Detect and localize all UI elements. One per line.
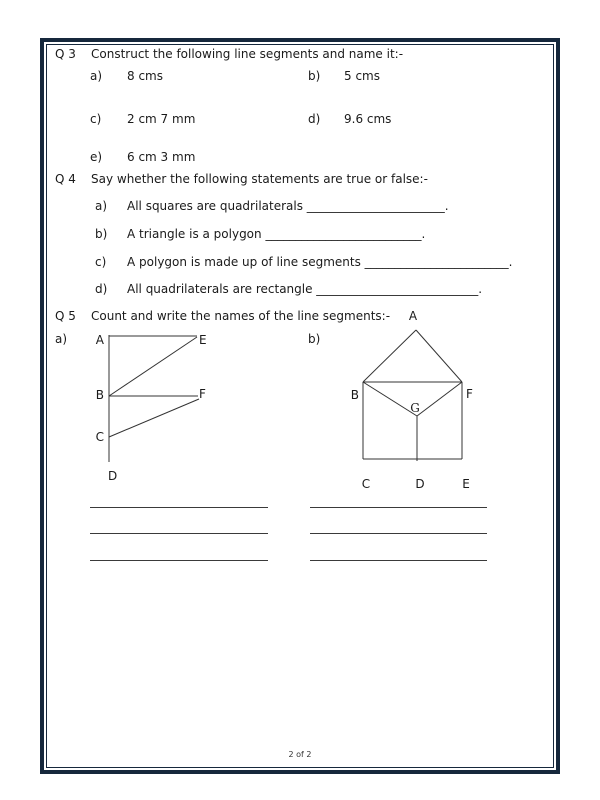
q5-heading: Count and write the names of the line segments:- (91, 309, 391, 323)
vertex-label-d: D (415, 477, 425, 491)
roof-segment-AF (416, 330, 462, 382)
q3-item-d-text: 9.6 cms (344, 112, 392, 126)
answer-line-a1 (90, 507, 268, 508)
q3-item-a-text: 8 cms (127, 69, 163, 83)
q4-heading: Say whether the following statements are true or false:- (91, 172, 428, 186)
vertex-label-d: D (108, 469, 118, 483)
q3-heading: Construct the following line segments and name it:- (91, 47, 404, 61)
vertex-label-c: C (361, 477, 371, 491)
q3-item-a-label: a) (90, 69, 103, 83)
q4-item-b-label: b) (95, 227, 108, 241)
q4-number: Q 4 (55, 172, 76, 186)
flap-segment-BG (363, 382, 417, 416)
vertex-label-a: A (95, 333, 104, 347)
q3-number: Q 3 (55, 47, 76, 61)
vertex-label-b: B (95, 388, 104, 402)
q4-item-d-label: d) (95, 282, 108, 296)
q5-figure-a-label: a) (55, 332, 68, 346)
vertex-label-a: A (408, 309, 418, 323)
segment-CF (109, 399, 199, 437)
q4-item-a-label: a) (95, 199, 108, 213)
page-number: 2 of 2 (288, 750, 312, 759)
answer-line-b2 (310, 533, 487, 534)
q3-item-c-text: 2 cm 7 mm (127, 112, 196, 126)
q3-item-d-label: d) (308, 112, 321, 126)
answer-line-b3 (310, 560, 487, 561)
q4-item-c-text: A polygon is made up of line segments ________________________. (127, 255, 513, 269)
vertex-label-e: E (199, 333, 207, 347)
flap-segment-FG (417, 382, 462, 416)
figure-a (88, 326, 218, 491)
vertex-label-g: G (410, 401, 420, 415)
q5-figure-b-label: b) (308, 332, 321, 346)
segment-BE (109, 337, 197, 396)
q5-number: Q 5 (55, 309, 76, 323)
q4-item-a-text: All squares are quadrilaterals _______________________. (127, 199, 449, 213)
vertex-label-c: C (95, 430, 104, 444)
figure-b (345, 303, 485, 493)
q3-item-b-label: b) (308, 69, 321, 83)
vertex-label-f: F (199, 387, 206, 401)
vertex-label-e: E (462, 477, 470, 491)
answer-line-a2 (90, 533, 268, 534)
answer-line-b1 (310, 507, 487, 508)
q4-item-d-text: All quadrilaterals are rectangle ___________________________. (127, 282, 483, 296)
roof-segment-AB (363, 330, 416, 382)
q4-item-b-text: A triangle is a polygon __________________________. (127, 227, 426, 241)
q3-item-e-text: 6 cm 3 mm (127, 150, 196, 164)
q3-item-b-text: 5 cms (344, 69, 380, 83)
q4-item-c-label: c) (95, 255, 107, 269)
vertex-label-b: B (350, 388, 359, 402)
answer-line-a3 (90, 560, 268, 561)
q3-item-e-label: e) (90, 150, 103, 164)
vertex-label-f: F (466, 387, 473, 401)
q3-item-c-label: c) (90, 112, 102, 126)
